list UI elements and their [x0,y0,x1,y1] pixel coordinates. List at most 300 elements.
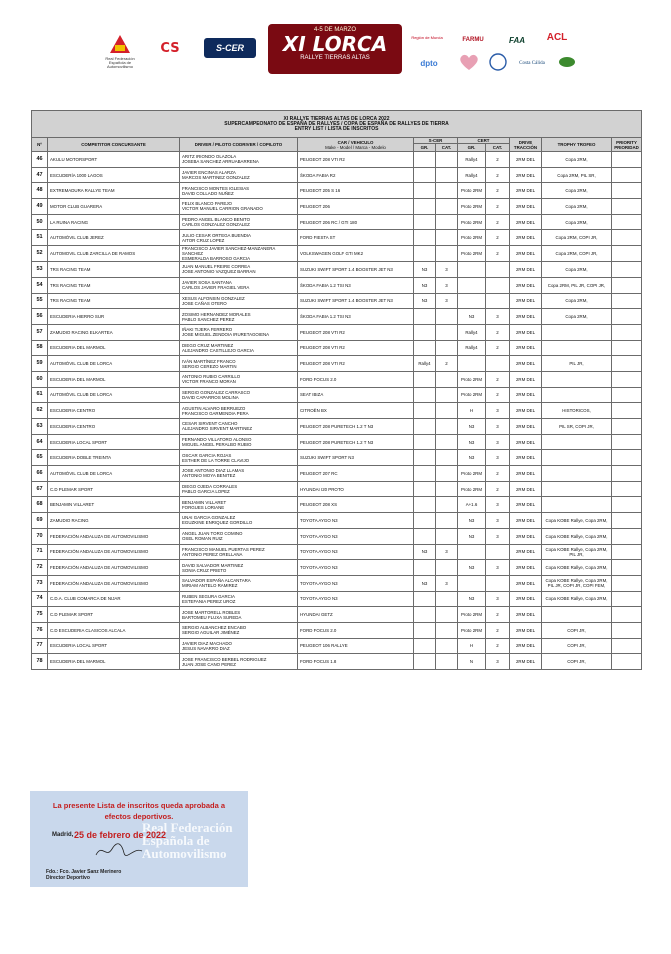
signer-role: Director Deportivo [46,875,90,881]
cell-cert-gr: N3 [458,434,486,450]
cell-crew [180,371,298,387]
cell-car: FORD FIESTA ST [298,230,414,246]
cell-crew [180,466,298,482]
table-row [32,434,642,450]
cell-scer-gr [414,638,436,654]
cell-cert-cat: 3 [486,560,510,576]
cell-cert-gr: N3 [458,450,486,466]
cell-trophy: COPI JR, [542,654,612,670]
table-row [32,575,642,591]
table-row [32,277,642,293]
cell-crew [180,481,298,497]
cell-competitor: TRS RACING TEAM [48,277,180,293]
cell-trophy: Copa KOBE Rallye, Copa 2RM, [542,528,612,544]
cell-competitor: AUTOMÓVIL CLUB DE LORCA [48,466,180,482]
cell-codriver: JOSE CAÑAS OTERO [182,300,227,306]
cell-priority [612,434,642,450]
table-row [32,466,642,482]
cell-competitor: C.D.A. CLUB COMARCA DE NIJAR [48,591,180,607]
cell-codriver: BARTOMEU FLUXA SUREDA [182,614,242,620]
table-row [32,591,642,607]
cell-scer-gr [414,309,436,325]
rally-lorca-logo [268,24,402,74]
cell-num: 46 [32,152,48,168]
cell-scer-gr [414,497,436,513]
cell-driver: JAVIER ENCINAS ALARZA [182,170,236,176]
col-scer: S-CER [414,138,458,144]
cell-num: 60 [32,371,48,387]
cell-car: FORD FOCUS 2.0 [298,371,414,387]
cell-priority [612,246,642,262]
cell-car: SUZUKI SWIFT SPORT N3 [298,450,414,466]
cell-num: 73 [32,575,48,591]
cell-cert-cat: 2 [486,622,510,638]
cell-cert-cat: 2 [486,167,510,183]
cell-car: PEUGEOT 208 VTI R2 [298,324,414,340]
cell-cert-cat: 3 [486,497,510,513]
table-row [32,622,642,638]
cell-priority [612,167,642,183]
cell-crew [180,183,298,199]
cell-competitor: ESCUDERÍA 1000 LAGOS [48,167,180,183]
cell-priority [612,293,642,309]
cell-drive: 2RM DEL [510,246,542,262]
cell-num: 54 [32,277,48,293]
table-row [32,560,642,576]
table-row [32,183,642,199]
cell-cert-cat: 2 [486,183,510,199]
cell-competitor: FEDERACIÓN ANDALUZA DE AUTOMOVILISMO [48,544,180,560]
entry-rows [32,152,642,670]
cell-scer-gr [414,371,436,387]
cell-scer-gr: N3 [414,575,436,591]
cell-codriver: PABLO SANCHEZ PEREZ [182,316,235,322]
cell-cert-gr: Proto 2RM [458,622,486,638]
cell-num: 66 [32,466,48,482]
approval-stamp [30,791,248,887]
cell-num: 55 [32,293,48,309]
cell-scer-gr: N3 [414,277,436,293]
cell-competitor: AUTOMÓVIL CLUB DE LORCA [48,356,180,372]
cell-priority [612,309,642,325]
table-row [32,607,642,623]
cell-drive: 2RM DEL [510,654,542,670]
cell-cert-cat [486,356,510,372]
cell-scer-gr [414,246,436,262]
cell-priority [612,497,642,513]
cell-priority [612,654,642,670]
cell-priority [612,622,642,638]
cell-drive: 2RM DEL [510,309,542,325]
cell-scer-cat [436,497,458,513]
cell-codriver: SONIA CRUZ PRIETO [182,567,227,573]
cell-priority [612,450,642,466]
cell-scer-cat [436,403,458,419]
cell-priority [612,371,642,387]
table-row [32,387,642,403]
cell-trophy: COPI JR, [542,638,612,654]
cell-codriver: FORGUES LORIANE [182,504,225,510]
cell-cert-gr: N3 [458,560,486,576]
cell-scer-gr [414,528,436,544]
cell-car: PEUGEOT 206 [298,199,414,215]
cell-codriver: MIRIAM ANTELO RAMIREZ [182,583,238,589]
cell-cert-gr: H [458,638,486,654]
cell-cert-cat [486,575,510,591]
cell-cert-cat: 2 [486,324,510,340]
cell-cert-cat: 3 [486,309,510,325]
cell-num: 48 [32,183,48,199]
cell-cert-gr: Proto 2RM [458,387,486,403]
cell-competitor: C.D PLEMAR SPORT [48,607,180,623]
cell-car: PEUGEOT 208 PURETECH 1.2 T N3 [298,434,414,450]
cell-trophy: Copa KOBE Rallye, Copa 2RM, PIL JR, [542,544,612,560]
cell-scer-gr [414,387,436,403]
cell-scer-cat [436,214,458,230]
cell-num: 58 [32,340,48,356]
cell-crew [180,230,298,246]
cell-cert-gr [458,293,486,309]
cell-competitor: ESCUDERIA HIERRO SUR [48,309,180,325]
entry-list-table [31,110,642,670]
cell-driver: JUAN MANUEL FREIRE CORREA [182,264,251,270]
cell-trophy [542,340,612,356]
cell-car: PEUGEOT 208 PURETECH 1.2 T N3 [298,419,414,435]
cell-trophy: Copa 2RM, [542,214,612,230]
cell-num: 50 [32,214,48,230]
cell-trophy: Copa KOBE Rallye, Copa 2RM, [542,513,612,529]
cell-scer-gr [414,152,436,168]
cell-driver: AGUSTIN ALVARO BERRUEZO [182,405,246,411]
dpto-logo-text: dpto [420,58,438,68]
cell-codriver: SERGIO AGUILAR JIMÉNEZ [182,630,240,636]
cell-competitor: C.D PLEMAR SPORT [48,481,180,497]
cell-crew [180,387,298,403]
cell-trophy [542,481,612,497]
cell-codriver: JOSE MIGUEL ZENDOIA IRURETAGOIENA [182,332,270,338]
cell-cert-gr [458,544,486,560]
cell-codriver: ESTEFANIA PEREZ UROZ [182,598,236,604]
cell-priority [612,528,642,544]
cell-crew [180,575,298,591]
farmu-logo-text: FARMU [462,37,484,43]
cell-cert-gr: Proto 2RM [458,199,486,215]
cell-scer-cat [436,450,458,466]
cell-scer-gr [414,466,436,482]
col-car-sub: Make - Model / Marca - Modelo [325,144,386,150]
cell-driver: JOSE MARTORELL ROBLES [182,609,241,615]
cell-crew [180,450,298,466]
cell-driver: FERNANDO VILLATORO ALONSO [182,437,252,443]
cell-driver: OSCAR GARCIA ROJAS [182,452,232,458]
cell-scer-cat: 3 [436,277,458,293]
approval-line-2: efectos deportivos. [104,812,174,821]
cell-drive: 2RM DEL [510,167,542,183]
cell-cert-cat: 3 [486,528,510,544]
cell-cert-cat: 2 [486,152,510,168]
cell-drive: 2RM DEL [510,513,542,529]
table-row [32,371,642,387]
lorca-sport-logo [488,52,508,72]
cell-num: 70 [32,528,48,544]
cell-crew [180,262,298,278]
cell-competitor: ESCUDERIA CENTRO [48,403,180,419]
cell-crew [180,246,298,262]
approval-place: Madrid, [52,832,74,838]
cell-codriver: VICTOR FRANCO MORAN [182,379,236,385]
cell-cert-cat: 2 [486,638,510,654]
header-logos [0,0,671,80]
cell-drive: 2RM DEL [510,277,542,293]
cell-scer-cat: 3 [436,575,458,591]
approval-date: 25 de febrero de 2022 [74,830,167,840]
cell-cert-gr: Proto 2RM [458,230,486,246]
rally-lorca-title: XI LORCA [282,32,388,56]
cell-trophy: COPI JR, [542,622,612,638]
col-cert-gr: GR. [458,144,486,152]
cell-num: 78 [32,654,48,670]
cell-cert-cat: 3 [486,513,510,529]
approval-line-1: La presente Lista de inscritos queda aprobada a [52,801,226,810]
cell-cert-gr [458,277,486,293]
cell-scer-cat [436,481,458,497]
cell-competitor: ESCUDERIA DEL MARMOL [48,654,180,670]
cell-cert-gr: A+1.6 [458,497,486,513]
cell-codriver: EGUZKINE ENRIQUEZ GORDILLO [182,520,253,526]
championship-name: SUPERCAMPEONATO DE ESPAÑA DE RALLYES / COPA DE ESPAÑA DE RALLYES DE TIERRA [224,120,449,127]
cell-priority [612,277,642,293]
cell-competitor: MOTOR CLUB GUARERA [48,199,180,215]
cell-scer-gr [414,481,436,497]
cell-codriver: ESMERALDA BARROSO GARCIA [182,256,251,262]
cell-crew [180,167,298,183]
cell-crew [180,434,298,450]
cell-codriver: AITOR CRUZ LOPEZ [182,237,225,243]
cell-car: CITROËN BX [298,403,414,419]
cell-scer-gr [414,560,436,576]
cell-car: PEUGEOT 106 RALLYE [298,638,414,654]
cell-num: 63 [32,419,48,435]
cell-car: TOYOTA AYGO N3 [298,544,414,560]
cell-cert-cat: 2 [486,481,510,497]
cell-cert-cat: 3 [486,450,510,466]
cell-scer-cat [436,309,458,325]
cell-codriver: ALEJANDRO CASTILLEJO GARCIA [182,347,254,353]
cell-num: 65 [32,450,48,466]
cell-scer-gr [414,654,436,670]
dpto-logo [414,54,444,72]
cell-drive: 2RM DEL [510,481,542,497]
cell-drive: 2RM DEL [510,387,542,403]
table-row [32,513,642,529]
table-row [32,152,642,168]
cell-cert-cat: 3 [486,591,510,607]
cell-scer-gr [414,199,436,215]
cell-cert-cat: 3 [486,403,510,419]
cell-driver: DAVID SALVADOR MARTINEZ [182,562,244,568]
cell-codriver: ANTONIO PEREZ ORELLANA [182,551,243,557]
cell-trophy [542,371,612,387]
cell-priority [612,575,642,591]
cell-scer-cat: 2 [436,356,458,372]
cell-trophy: PIL JR, [542,356,612,372]
cell-competitor: LA RUINA RACING [48,214,180,230]
cell-scer-cat: 3 [436,262,458,278]
cell-scer-gr [414,340,436,356]
cell-trophy: Copa 2RM, [542,309,612,325]
cell-scer-cat [436,654,458,670]
cell-drive: 2RM DEL [510,262,542,278]
cell-competitor: AUTOMÓVIL CLUB DE LORCA [48,387,180,403]
cell-drive: 2RM DEL [510,183,542,199]
cell-competitor: FEDERACIÓN ANDALUZA DE AUTOMOVILISMO [48,528,180,544]
cell-scer-gr [414,230,436,246]
cell-competitor: FEDERACIÓN ANDALUZA DE AUTOMOVILISMO [48,560,180,576]
cell-scer-cat [436,591,458,607]
cell-scer-cat [436,528,458,544]
cell-crew [180,638,298,654]
cell-trophy [542,466,612,482]
cell-scer-cat [436,466,458,482]
cell-drive: 2RM DEL [510,230,542,246]
cell-scer-cat [436,371,458,387]
cell-num: 47 [32,167,48,183]
cell-cert-gr: Proto 2RM [458,214,486,230]
cell-drive: 2RM DEL [510,403,542,419]
cell-competitor: FEDERACIÓN ANDALUZA DE AUTOMOVILISMO [48,575,180,591]
cell-scer-cat [436,167,458,183]
cell-trophy [542,450,612,466]
col-competitor: COMPETITOR CONCURSANTE [48,138,180,152]
cell-scer-cat: 3 [436,293,458,309]
cell-car: VOLKSWAGEN GOLF GTI MK2 [298,246,414,262]
cell-crew [180,152,298,168]
cell-cert-cat: 2 [486,340,510,356]
cell-drive: 2RM DEL [510,591,542,607]
cell-num: 75 [32,607,48,623]
cell-num: 52 [32,246,48,262]
table-row [32,293,642,309]
col-car-label: CAR / VEHICULO [337,139,374,145]
cell-drive: 2RM DEL [510,324,542,340]
cell-competitor: ESCUDERIA LOCAL SPORT [48,434,180,450]
cell-car: HYUNDAI GETZ [298,607,414,623]
cell-driver: JULIO CESAR ORTEGA BUENDIA [182,232,251,238]
cell-num: 49 [32,199,48,215]
cell-drive: 2RM DEL [510,466,542,482]
table-row [32,167,642,183]
cell-cert-gr: Proto 2RM [458,466,486,482]
cell-driver: FRANCISCO JAVIER SANCHEZ-MANZANERA SANCHEZ [182,246,276,257]
farmu-logo [456,32,490,48]
cell-crew [180,654,298,670]
cell-priority [612,481,642,497]
rfeda-logo [100,30,140,70]
cell-cert-gr: N3 [458,591,486,607]
cell-scer-cat [436,560,458,576]
cell-trophy [542,434,612,450]
costa-calida-logo [512,56,552,70]
cell-competitor: ESCUDERIA DOBLE TREINTA [48,450,180,466]
cell-driver: IÑAKI TIJERA FERRERO [182,327,233,333]
cell-scer-cat [436,340,458,356]
cell-scer-gr: N3 [414,293,436,309]
cell-car: SEAT IBIZA [298,387,414,403]
cell-scer-gr [414,434,436,450]
cell-codriver: JESUS NAVARRO DIAZ [182,645,230,651]
cell-cert-gr [458,356,486,372]
cell-cert-cat [486,293,510,309]
cell-drive: 2RM DEL [510,497,542,513]
table-row [32,340,642,356]
cell-competitor: TRS RACING TEAM [48,262,180,278]
cell-priority [612,591,642,607]
heart-logo [456,50,482,74]
signature-icon [94,839,144,863]
cell-trophy [542,324,612,340]
col-num: Nº [32,138,48,152]
cell-scer-cat [436,324,458,340]
cell-cert-gr: Proto 2RM [458,607,486,623]
cell-num: 76 [32,622,48,638]
cell-crew [180,622,298,638]
cell-competitor: ESCUDERIA CENTRO [48,419,180,435]
cell-car: FORD FOCUS 1.8 [298,654,414,670]
cell-car: HYUNDAI I20 PROTO [298,481,414,497]
cs-logo-text: CS [160,40,180,56]
col-priority: PRIORITY PRIORIDAD [612,138,642,152]
list-name: ENTRY LIST / LISTA DE INSCRITOS [294,125,379,132]
cell-scer-gr [414,214,436,230]
cell-num: 56 [32,309,48,325]
cell-priority [612,152,642,168]
cell-crew [180,403,298,419]
cell-cert-cat [486,544,510,560]
cell-priority [612,199,642,215]
cell-scer-cat [436,607,458,623]
cell-priority [612,638,642,654]
cell-car: ŠKODA FABIA 1.2 TSI N3 [298,309,414,325]
cell-scer-gr: Rally4 [414,356,436,372]
cell-drive: 2RM DEL [510,419,542,435]
cell-scer-cat [436,434,458,450]
cell-cert-gr: Proto 2RM [458,246,486,262]
cell-trophy: Copa 2RM, [542,199,612,215]
cell-trophy [542,387,612,403]
cell-trophy: Copa 2RM, [542,293,612,309]
cell-crew [180,544,298,560]
cell-priority [612,419,642,435]
cell-crew [180,324,298,340]
table-title [32,111,642,138]
cell-drive: 2RM DEL [510,371,542,387]
table-row [32,638,642,654]
cell-car: TOYOTA AYGO N3 [298,560,414,576]
cell-codriver: ALEJANDRO SIRVENT MARTINEZ [182,426,253,432]
cell-scer-cat [436,513,458,529]
murcia-logo [410,30,444,46]
cell-codriver: VICTOR MANUEL CARRION GRANADO [182,206,263,212]
cell-codriver: DAVID CAPARROS MOLINA [182,394,239,400]
cell-num: 72 [32,560,48,576]
cell-driver: RUBEN SEGURA GARCIA [182,593,235,599]
cell-cert-cat: 2 [486,246,510,262]
rally-lorca-subtitle: RALLYE TIERRAS ALTAS [300,55,370,61]
cell-cert-cat [486,262,510,278]
cell-codriver: JOSE ANTONIO VAZQUEZ BARRAN [182,269,256,275]
cell-driver: CESAR SIRVENT CANCHO [182,421,238,427]
cell-driver: JOSE ANTONIO DIAZ LLAMAS [182,468,245,474]
